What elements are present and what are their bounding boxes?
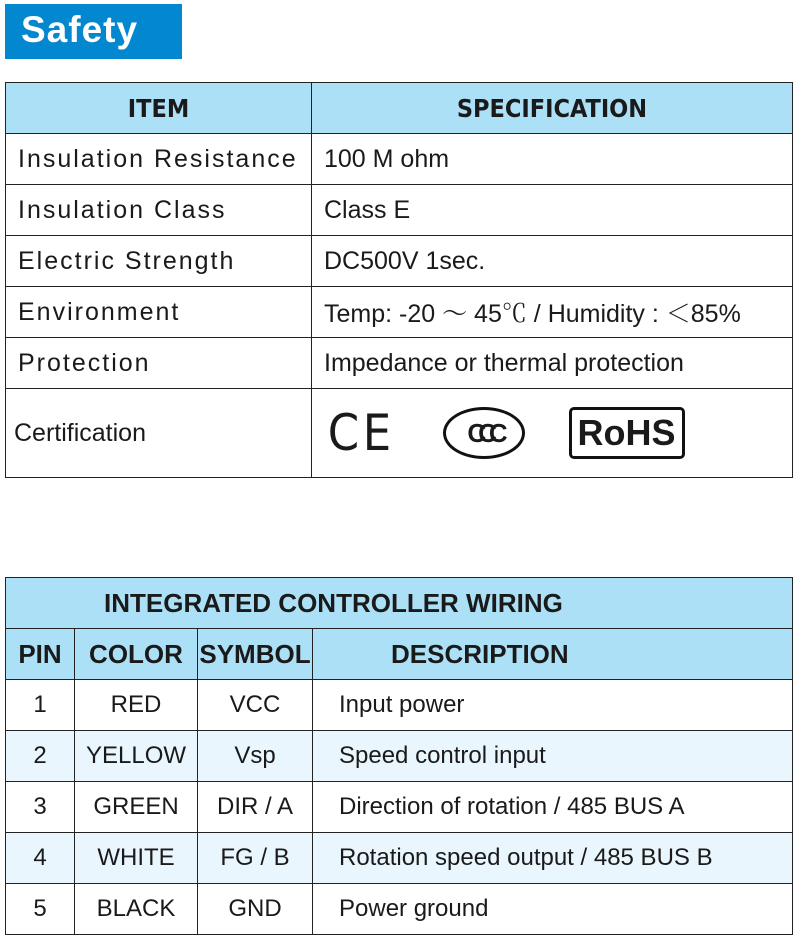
item-cell: Insulation Class — [6, 185, 312, 236]
color-cell: YELLOW — [75, 731, 198, 782]
table-row — [6, 236, 793, 287]
table-row — [6, 134, 793, 185]
spec-cell: Temp: -20 ～ 45℃ / Humidity : ＜85% — [312, 287, 793, 338]
table-header-row — [6, 629, 793, 680]
symbol-cell: GND — [198, 884, 313, 935]
pin-cell: 2 — [6, 731, 75, 782]
table-row — [6, 338, 793, 389]
column-header-description: DESCRIPTION — [313, 629, 793, 680]
pin-cell: 4 — [6, 833, 75, 884]
spec-cell: 100 M ohm — [312, 134, 793, 185]
table-row — [6, 782, 793, 833]
column-header-color: COLOR — [75, 629, 198, 680]
color-cell: BLACK — [75, 884, 198, 935]
wiring-table-title: INTEGRATED CONTROLLER WIRING — [6, 578, 793, 629]
color-cell: WHITE — [75, 833, 198, 884]
symbol-cell: FG / B — [198, 833, 313, 884]
item-cell: Insulation Resistance — [6, 134, 312, 185]
table-row — [6, 287, 793, 338]
table-row-certification — [6, 389, 793, 478]
table-row — [6, 731, 793, 782]
column-header-item: ITEM — [6, 83, 312, 134]
description-cell: Input power — [313, 680, 793, 731]
item-cell: Certification — [6, 389, 312, 478]
description-cell: Direction of rotation / 485 BUS A — [313, 782, 793, 833]
spec-cell: Class E — [312, 185, 793, 236]
symbol-cell: VCC — [198, 680, 313, 731]
symbol-cell: Vsp — [198, 731, 313, 782]
rohs-mark-icon: RoHS — [569, 407, 685, 459]
pin-cell: 1 — [6, 680, 75, 731]
column-header-symbol: SYMBOL — [198, 629, 313, 680]
spec-cell: Impedance or thermal protection — [312, 338, 793, 389]
safety-table — [5, 82, 793, 478]
certification-logos-cell — [312, 389, 793, 478]
table-row — [6, 833, 793, 884]
table-row — [6, 680, 793, 731]
description-cell: Power ground — [313, 884, 793, 935]
table-title-row — [6, 578, 793, 629]
description-cell: Speed control input — [313, 731, 793, 782]
item-cell: Protection — [6, 338, 312, 389]
item-cell: Environment — [6, 287, 312, 338]
pin-cell: 5 — [6, 884, 75, 935]
color-cell: GREEN — [75, 782, 198, 833]
table-header-row — [6, 83, 793, 134]
table-row — [6, 185, 793, 236]
column-header-specification: SPECIFICATION — [312, 83, 793, 134]
pin-cell: 3 — [6, 782, 75, 833]
column-header-pin: PIN — [6, 629, 75, 680]
ccc-mark-icon: CCC — [443, 407, 525, 459]
symbol-cell: DIR / A — [198, 782, 313, 833]
spec-cell: DC500V 1sec. — [312, 236, 793, 287]
section-title-badge: Safety — [5, 4, 182, 59]
color-cell: RED — [75, 680, 198, 731]
item-cell: Electric Strength — [6, 236, 312, 287]
description-cell: Rotation speed output / 485 BUS B — [313, 833, 793, 884]
table-row — [6, 884, 793, 935]
ce-mark-icon: CE — [327, 404, 395, 462]
wiring-table — [5, 577, 793, 935]
